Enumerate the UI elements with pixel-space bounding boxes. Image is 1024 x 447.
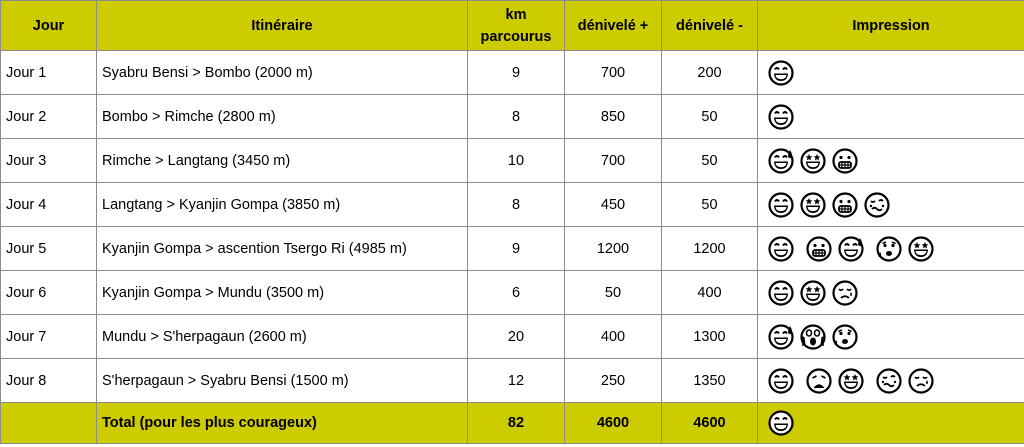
grimace-icon xyxy=(805,235,833,263)
cell-denivele-plus: 250 xyxy=(565,359,662,403)
total-empty-cell xyxy=(1,403,97,444)
woozy-icon xyxy=(863,191,891,219)
grin-icon xyxy=(767,367,795,395)
header-denivele-moins: dénivelé - xyxy=(662,1,758,51)
cell-denivele-plus: 50 xyxy=(565,271,662,315)
cell-jour: Jour 1 xyxy=(1,51,97,95)
header-denivele-plus: dénivelé + xyxy=(565,1,662,51)
grimace-icon xyxy=(831,191,859,219)
cell-denivele-moins: 1200 xyxy=(662,227,758,271)
cell-itineraire: Rimche > Langtang (3450 m) xyxy=(97,139,468,183)
cell-denivele-plus: 850 xyxy=(565,95,662,139)
table-row xyxy=(1,51,1024,95)
sweat-grin-icon xyxy=(837,235,865,263)
cell-impression xyxy=(758,51,1024,95)
cell-impression xyxy=(758,315,1024,359)
table-row xyxy=(1,227,1024,271)
cell-denivele-moins: 400 xyxy=(662,271,758,315)
header-jour: Jour xyxy=(1,1,97,51)
table-row xyxy=(1,95,1024,139)
cell-itineraire: Kyanjin Gompa > Mundu (3500 m) xyxy=(97,271,468,315)
cell-jour: Jour 3 xyxy=(1,139,97,183)
sweat-grin-icon xyxy=(767,323,795,351)
cell-jour: Jour 6 xyxy=(1,271,97,315)
anxious-sweat-icon xyxy=(831,323,859,351)
cell-denivele-plus: 450 xyxy=(565,183,662,227)
cell-impression xyxy=(758,359,1024,403)
grin-icon xyxy=(767,279,795,307)
total-denivele-plus: 4600 xyxy=(565,403,662,444)
grin-icon xyxy=(767,59,795,87)
header-km-line1: km xyxy=(505,6,527,23)
cell-denivele-moins: 1300 xyxy=(662,315,758,359)
cell-km: 12 xyxy=(468,359,565,403)
cell-denivele-moins: 50 xyxy=(662,139,758,183)
table-row xyxy=(1,315,1024,359)
cell-itineraire: Mundu > S'herpagaun (2600 m) xyxy=(97,315,468,359)
cell-jour: Jour 4 xyxy=(1,183,97,227)
cell-jour: Jour 7 xyxy=(1,315,97,359)
table-row xyxy=(1,139,1024,183)
cell-km: 6 xyxy=(468,271,565,315)
cell-km: 20 xyxy=(468,315,565,359)
grin-icon xyxy=(767,103,795,131)
header-km xyxy=(468,1,565,51)
cell-km: 8 xyxy=(468,183,565,227)
cell-impression xyxy=(758,183,1024,227)
cell-denivele-moins: 200 xyxy=(662,51,758,95)
grin-icon xyxy=(767,235,795,263)
header-km-line2: parcourus xyxy=(480,28,552,45)
scream-icon xyxy=(799,323,827,351)
grin-icon xyxy=(767,409,795,437)
cell-denivele-plus: 1200 xyxy=(565,227,662,271)
cell-denivele-plus: 400 xyxy=(565,315,662,359)
cell-denivele-moins: 50 xyxy=(662,95,758,139)
cell-denivele-moins: 50 xyxy=(662,183,758,227)
cell-itineraire: Langtang > Kyanjin Gompa (3850 m) xyxy=(97,183,468,227)
cell-impression xyxy=(758,95,1024,139)
star-struck-icon xyxy=(799,279,827,307)
cell-itineraire: Syabru Bensi > Bombo (2000 m) xyxy=(97,51,468,95)
cell-impression xyxy=(758,227,1024,271)
table-row xyxy=(1,271,1024,315)
cell-jour: Jour 2 xyxy=(1,95,97,139)
sweat-grin-icon xyxy=(767,147,795,175)
relieved-tear-icon xyxy=(831,279,859,307)
table-body xyxy=(1,51,1024,403)
cell-impression xyxy=(758,271,1024,315)
table-row xyxy=(1,183,1024,227)
table-row xyxy=(1,359,1024,403)
grin-icon xyxy=(767,191,795,219)
cell-denivele-plus: 700 xyxy=(565,139,662,183)
cell-denivele-moins: 1350 xyxy=(662,359,758,403)
relieved-tear-icon xyxy=(907,367,935,395)
total-km: 82 xyxy=(468,403,565,444)
star-struck-icon xyxy=(907,235,935,263)
cell-km: 9 xyxy=(468,227,565,271)
cell-impression xyxy=(758,139,1024,183)
cell-km: 10 xyxy=(468,139,565,183)
woozy-icon xyxy=(875,367,903,395)
weary-icon xyxy=(805,367,833,395)
anxious-sweat-icon xyxy=(875,235,903,263)
table-total-row xyxy=(1,403,1024,444)
star-struck-icon xyxy=(799,191,827,219)
table-header xyxy=(1,1,1024,51)
cell-denivele-plus: 700 xyxy=(565,51,662,95)
cell-km: 9 xyxy=(468,51,565,95)
cell-itineraire: S'herpagaun > Syabru Bensi (1500 m) xyxy=(97,359,468,403)
grimace-icon xyxy=(831,147,859,175)
star-struck-icon xyxy=(799,147,827,175)
total-label: Total (pour les plus courageux) xyxy=(97,403,468,444)
cell-jour: Jour 8 xyxy=(1,359,97,403)
header-itineraire: Itinéraire xyxy=(97,1,468,51)
cell-km: 8 xyxy=(468,95,565,139)
cell-itineraire: Bombo > Rimche (2800 m) xyxy=(97,95,468,139)
total-denivele-moins: 4600 xyxy=(662,403,758,444)
total-impression xyxy=(758,403,1024,444)
cell-jour: Jour 5 xyxy=(1,227,97,271)
cell-itineraire: Kyanjin Gompa > ascention Tsergo Ri (4985 m) xyxy=(97,227,468,271)
header-impression: Impression xyxy=(758,1,1024,51)
star-struck-icon xyxy=(837,367,865,395)
